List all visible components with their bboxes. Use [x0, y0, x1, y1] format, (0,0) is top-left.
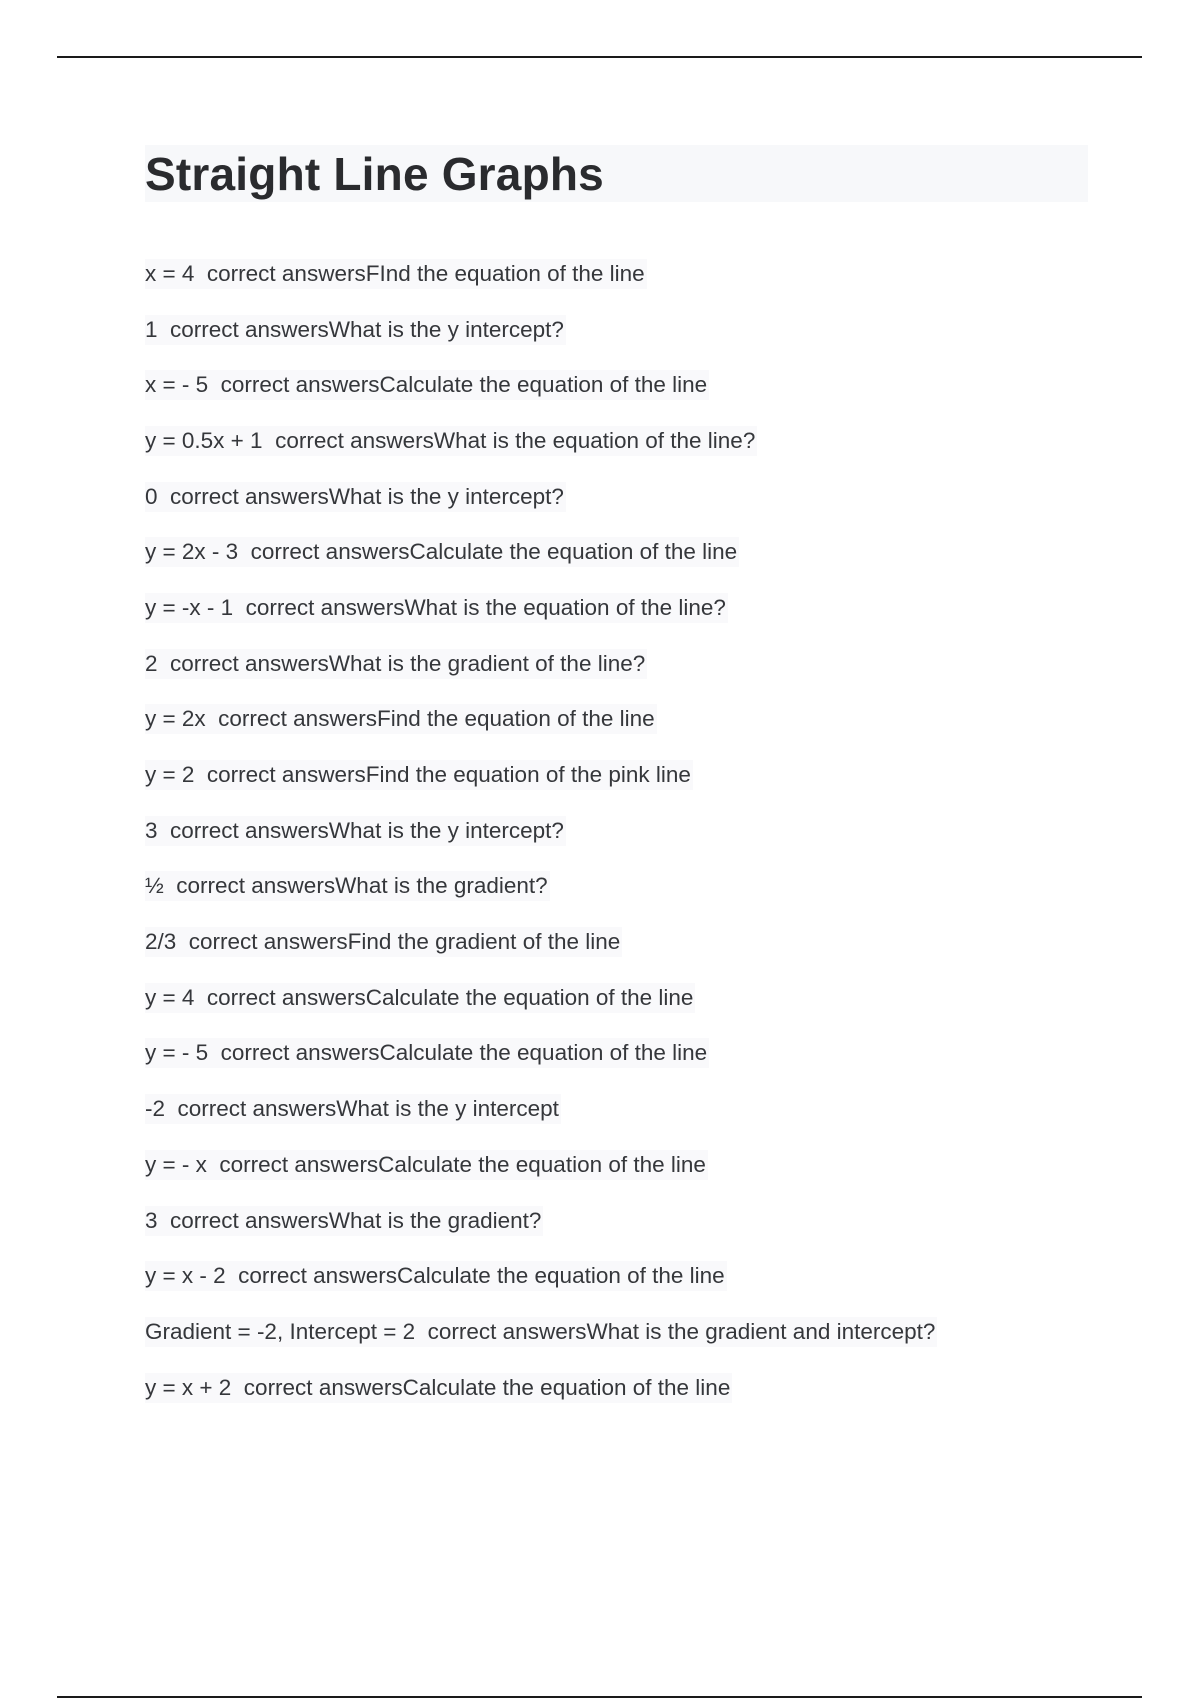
list-item — [145, 859, 1088, 915]
list-item — [145, 413, 1088, 469]
list-item-text: -2 correct answersWhat is the y intercept — [145, 1094, 561, 1124]
document-body — [145, 145, 1088, 1415]
list-item-text: 2/3 correct answersFind the gradient of the line — [145, 927, 622, 957]
list-item-text: y = x + 2 correct answersCalculate the equation of the line — [145, 1373, 732, 1403]
list-item-text: x = - 5 correct answersCalculate the equation of the line — [145, 370, 709, 400]
list-item — [145, 1360, 1088, 1416]
title-block — [145, 145, 1088, 202]
list-item-text: 0 correct answersWhat is the y intercept? — [145, 482, 566, 512]
list-item — [145, 747, 1088, 803]
list-item-text: ½ correct answersWhat is the gradient? — [145, 871, 550, 901]
list-item-text: y = 2 correct answersFind the equation of the pink line — [145, 760, 693, 790]
list-item — [145, 803, 1088, 859]
list-item-text: 3 correct answersWhat is the gradient? — [145, 1206, 543, 1236]
list-item-text: 2 correct answersWhat is the gradient of the line? — [145, 649, 647, 679]
page-title: Straight Line Graphs — [145, 147, 604, 200]
list-item-text: y = - 5 correct answersCalculate the equation of the line — [145, 1038, 709, 1068]
list-item-text: 1 correct answersWhat is the y intercept? — [145, 315, 566, 345]
list-item — [145, 1193, 1088, 1249]
list-item-text: Gradient = -2, Intercept = 2 correct answersWhat is the gradient and intercept? — [145, 1317, 937, 1347]
list-item-text: y = 0.5x + 1 correct answersWhat is the equation of the line? — [145, 426, 757, 456]
top-divider — [57, 56, 1142, 58]
list-item — [145, 524, 1088, 580]
list-item-text: y = 4 correct answersCalculate the equation of the line — [145, 983, 695, 1013]
list-item — [145, 469, 1088, 525]
list-item — [145, 580, 1088, 636]
list-item-text: x = 4 correct answersFInd the equation of the line — [145, 259, 647, 289]
list-item-text: y = x - 2 correct answersCalculate the equation of the line — [145, 1261, 727, 1291]
list-item — [145, 914, 1088, 970]
list-item — [145, 357, 1088, 413]
list-item-text: y = 2x correct answersFind the equation of the line — [145, 704, 657, 734]
bottom-divider — [57, 1696, 1142, 1698]
list-item-text: y = 2x - 3 correct answersCalculate the equation of the line — [145, 537, 739, 567]
list-item — [145, 1304, 1088, 1360]
list-item — [145, 636, 1088, 692]
list-item — [145, 1137, 1088, 1193]
list-item — [145, 1081, 1088, 1137]
list-item-text: y = - x correct answersCalculate the equation of the line — [145, 1150, 708, 1180]
qa-list — [145, 246, 1088, 1415]
list-item — [145, 970, 1088, 1026]
list-item — [145, 1248, 1088, 1304]
list-item — [145, 246, 1088, 302]
list-item — [145, 302, 1088, 358]
list-item-text: y = -x - 1 correct answersWhat is the equation of the line? — [145, 593, 728, 623]
list-item — [145, 1026, 1088, 1082]
list-item-text: 3 correct answersWhat is the y intercept? — [145, 816, 566, 846]
list-item — [145, 692, 1088, 748]
